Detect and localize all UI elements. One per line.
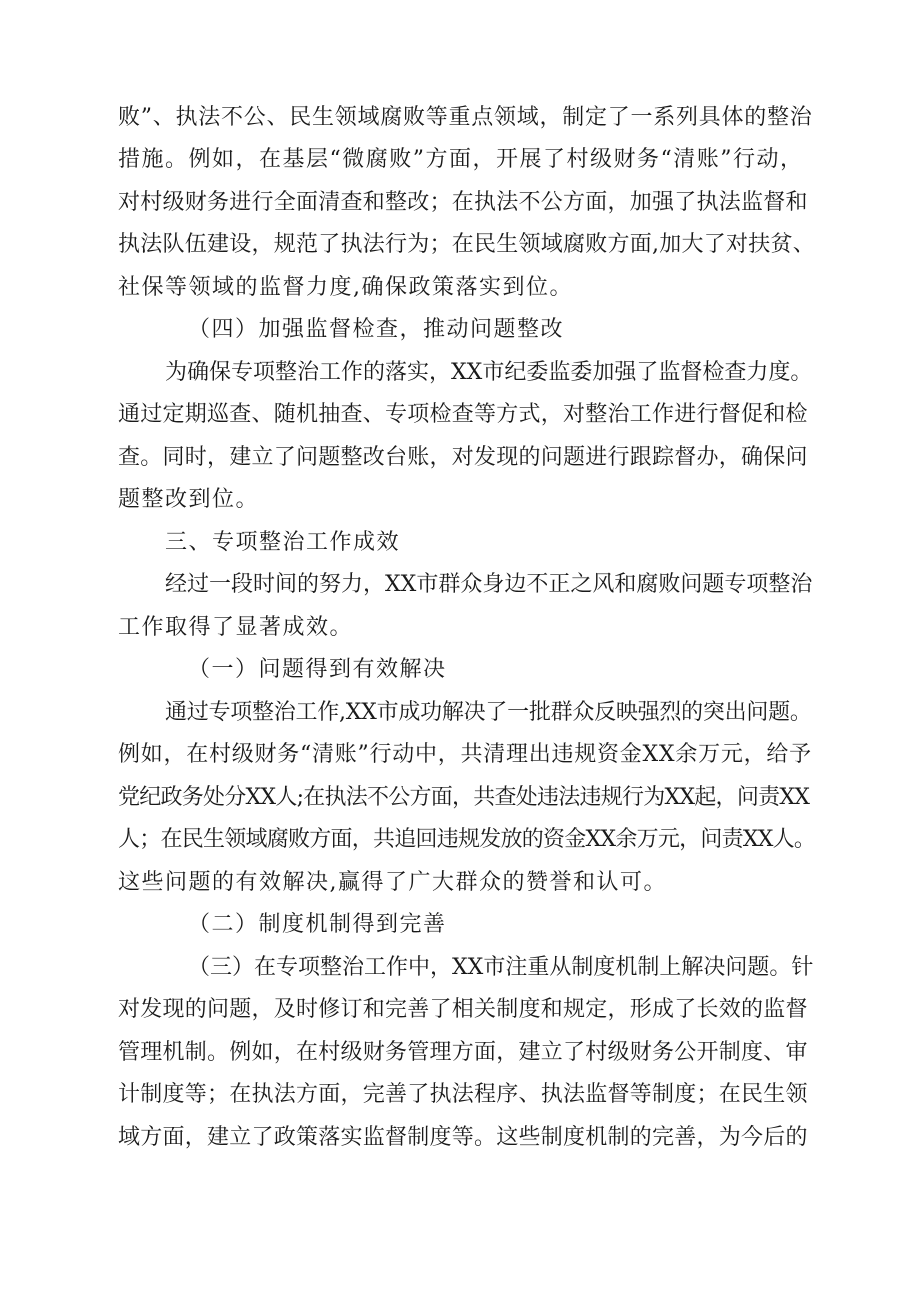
paragraph-line: 对发现的问题，及时修订和完善了相关制度和规定，形成了长效的监督 — [118, 997, 808, 1022]
paragraph-line: 这些问题的有效解决,赢得了广大群众的赞誉和认可。 — [118, 870, 667, 895]
paragraph-line: 措施。例如，在基层“微腐败”方面，开展了村级财务“清账”行动， — [118, 147, 804, 172]
paragraph-line: 为确保专项整治工作的落实，XX市纪委监委加强了监督检查力度。 — [165, 360, 813, 385]
paragraph-line: 执法队伍建设，规范了执法行为；在民生领域腐败方面,加大了对扶贫、 — [118, 232, 815, 257]
paragraph-line: 败”、执法不公、民生领域腐败等重点领域，制定了一系列具体的整治 — [118, 105, 813, 130]
subsection-heading-4: （四）加强监督检查，推动问题整改 — [188, 317, 565, 342]
paragraph-line: 通过定期巡查、随机抽查、专项检查等方式，对整治工作进行督促和检 — [118, 402, 808, 427]
paragraph-line: 经过一段时间的努力，XX市群众身边不正之风和腐败问题专项整治 — [165, 572, 813, 597]
paragraph-line: 社保等领域的监督力度,确保政策落实到位。 — [118, 275, 573, 300]
paragraph-line: 管理机制。例如，在村级财务管理方面，建立了村级财务公开制度、审 — [118, 1040, 808, 1065]
paragraph-line: 题整改到位。 — [118, 487, 260, 512]
paragraph-line: 工作取得了显著成效。 — [118, 615, 354, 640]
paragraph-line: 例如，在村级财务“清账”行动中，共清理出违规资金XX余万元，给予 — [118, 742, 812, 767]
section-heading-3: 三、专项整治工作成效 — [165, 530, 401, 555]
paragraph-line: 党纪政务处分XX人;在执法不公方面，共查处违法违规行为XX起，问责XX — [118, 785, 810, 810]
paragraph-line: （三）在专项整治工作中，XX市注重从制度机制上解决问题。针 — [188, 955, 814, 980]
subsection-heading-2: （二）制度机制得到完善 — [188, 912, 447, 937]
paragraph-line: 域方面，建立了政策落实监督制度等。这些制度机制的完善，为今后的 — [118, 1125, 808, 1150]
subsection-heading-1: （一）问题得到有效解决 — [188, 657, 447, 682]
paragraph-line: 计制度等；在执法方面，完善了执法程序、执法监督等制度；在民生领 — [118, 1082, 808, 1107]
paragraph-line: 查。同时，建立了问题整改台账，对发现的问题进行跟踪督办，确保问 — [118, 445, 808, 470]
paragraph-line: 通过专项整治工作,XX市成功解决了一批群众反映强烈的突出问题。 — [165, 700, 812, 725]
paragraph-line: 人；在民生领域腐败方面，共追回违规发放的资金XX余万元，问责XX人。 — [118, 827, 816, 852]
paragraph-line: 对村级财务进行全面清查和整改；在执法不公方面，加强了执法监督和 — [118, 190, 808, 215]
